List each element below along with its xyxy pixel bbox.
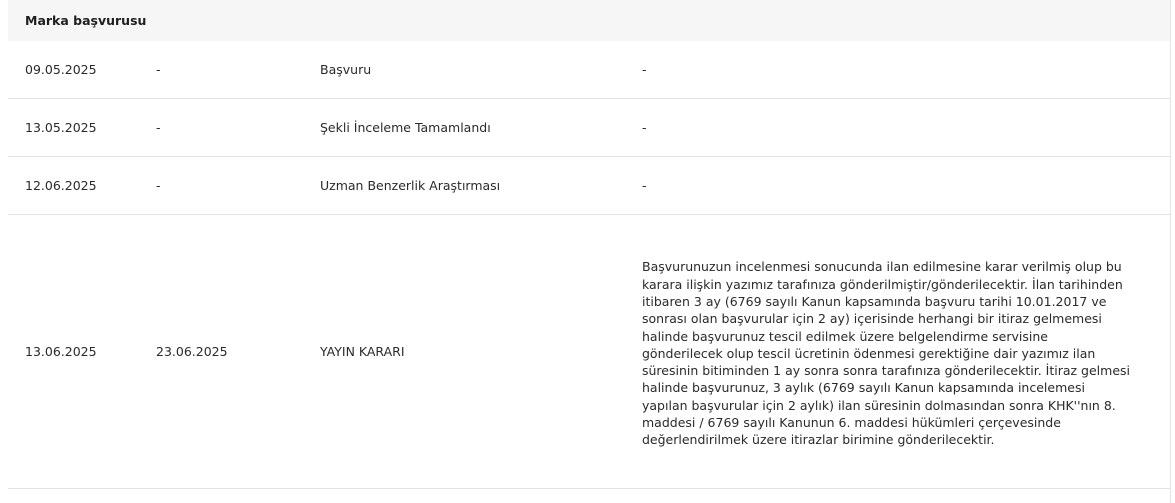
section-header [8, 0, 1170, 41]
row-date: 09.05.2025 [25, 62, 97, 77]
row-date: 13.06.2025 [25, 344, 97, 359]
row-end-date: - [156, 120, 161, 135]
row-process: Şekli İnceleme Tamamlandı [320, 120, 491, 135]
row-end-date: - [156, 62, 161, 77]
row-date: 12.06.2025 [25, 178, 97, 193]
row-end-date: 23.06.2025 [156, 344, 228, 359]
table-row [8, 41, 1170, 99]
row-description: Başvurunuzun incelenmesi sonucunda ilan edilmesine karar verilmiş olup bu karara ilişkin yazımız tarafınıza gönderilmiştir/gönderilecektir. İlan tarihinden itibaren 3 ay (6769 sayılı Kanun kapsamında başvuru tarihi 10.01.2017 ve sonrası olan başvurular için 2 ay) içerisinde herhangi bir itiraz gelmemesi halinde başvurunuz tescil edilmek üzere belgelendirme servisine gönderilecek olup tescil ücretinin ödenmesi gerektiğine dair yazımız ilan süresinin bitiminden 1 ay sonra sonra tarafınıza gönderilecektir. İtiraz gelmesi halinde başvurunuz, 3 aylık (6769 sayılı Kanun kapsamında incelemesi yapılan başvurular için 2 aylık) ilan süresinin dolmasından sonra KHK''nın 8. maddesi / 6769 sayılı Kanunun 6. maddesi hükümleri çerçevesinde değerlendirilmek üzere itirazlar birimine gönderilecektir. [642, 259, 1130, 448]
section-title: Marka başvurusu [25, 13, 147, 28]
table-row [8, 157, 1170, 215]
row-process: Başvuru [320, 62, 372, 77]
row-description: - [642, 61, 647, 77]
table-row [8, 99, 1170, 157]
table-row [8, 215, 1170, 489]
row-description: - [642, 119, 647, 135]
row-description: - [642, 177, 647, 193]
row-process: YAYIN KARARI [320, 344, 405, 359]
row-date: 13.05.2025 [25, 120, 97, 135]
trademark-history-table [8, 0, 1171, 503]
row-process: Uzman Benzerlik Araştırması [320, 178, 501, 193]
row-end-date: - [156, 178, 161, 193]
